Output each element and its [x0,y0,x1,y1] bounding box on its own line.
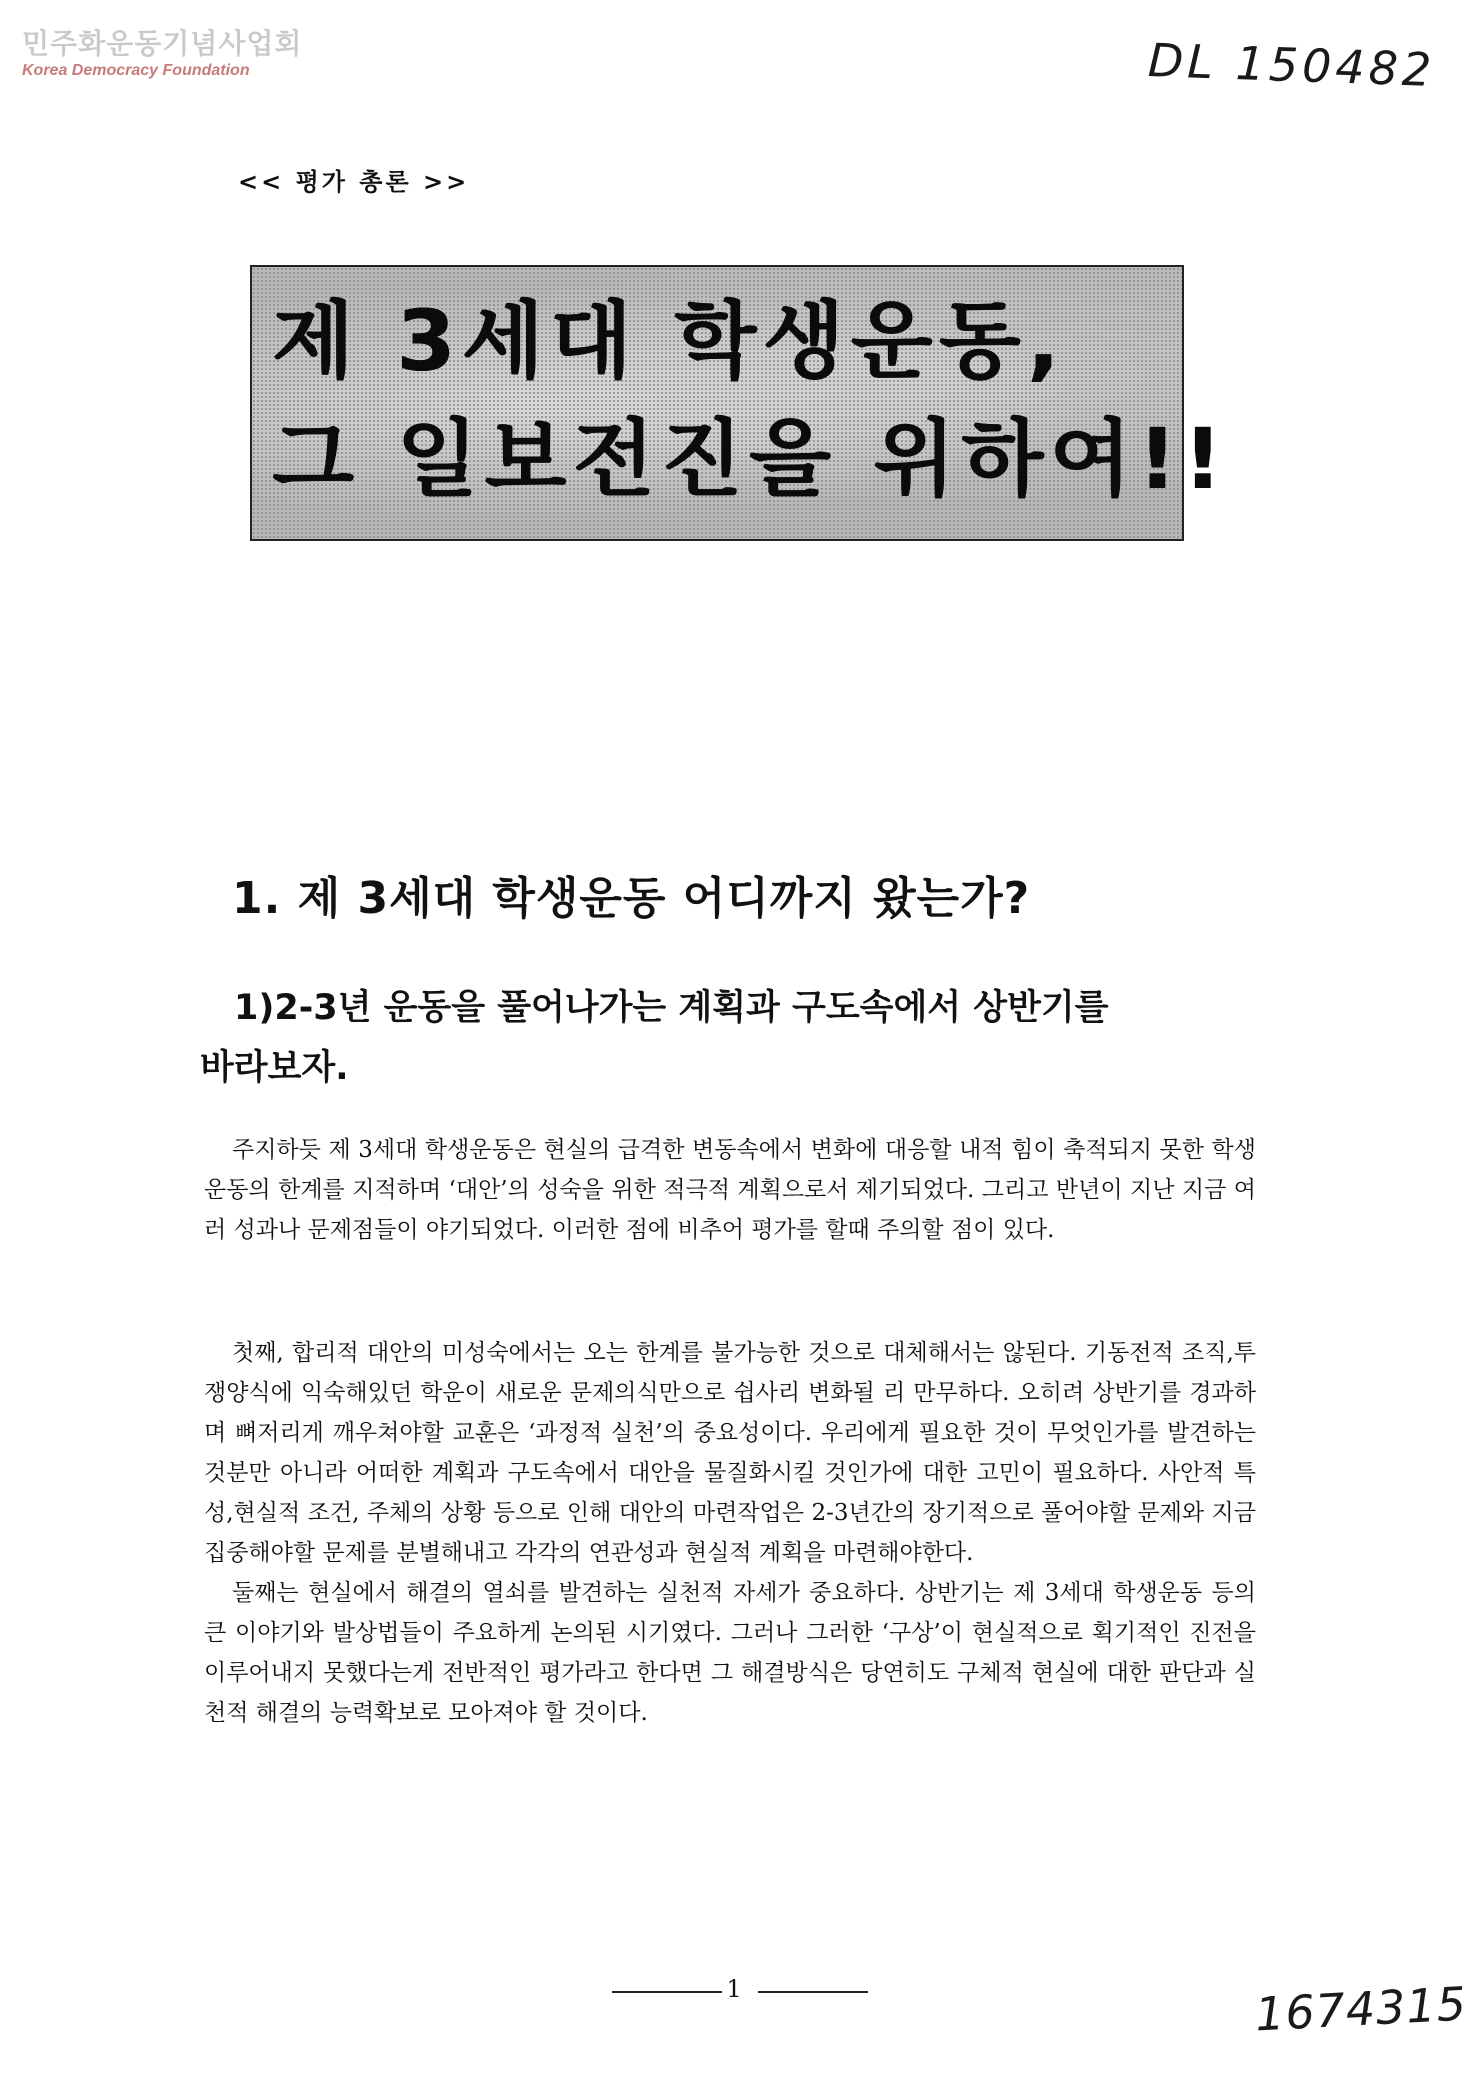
heading-2-line-1: 1)2-3년 운동을 풀어나가는 계획과 구도속에서 상반기를 [234,988,1109,1028]
handwritten-document-code: DL 150482 [1147,33,1437,97]
title-line-1: 제 3세대 학생운동, [272,292,1066,390]
body-block-1 [204,1130,1256,1250]
handwritten-archive-number: 1674315 [1253,1976,1469,2042]
heading-2-line-2: 바라보자. [200,1048,349,1088]
body-block-2 [204,1333,1256,1733]
paragraph-second-point: 둘째는 현실에서 해결의 열쇠를 발견하는 실천적 자세가 중요하다. 상반기는 제 3세대 학생운동 등의 큰 이야기와 발상법들이 주요하게 논의된 시기였다. 그러나 그러한 ‘구상’이 현실적으로 획기적인 진전을 이루어내지 못했다는게 전반적인 평가라고 한다면 그 해결방식은 당연히도 구체적 현실에 대한 판단과 실천적 해결의 능력확보로 모아져야 할 것이다. [204,1580,1256,1726]
page-number-rule-right [758,1991,868,1993]
heading-2 [200,978,1260,1098]
section-label: << 평가 총론 >> [238,168,470,196]
paragraph-intro: 주지하듯 제 3세대 학생운동은 현실의 급격한 변동속에서 변화에 대응할 내적 힘이 축적되지 못한 학생운동의 한계를 지적하며 ‘대안’의 성숙을 위한 적극적 계획으로서 제기되었다. 그리고 반년이 지난 지금 여러 성과나 문제점들이 야기되었다. 이러한 점에 비추어 평가를 할때 주의할 점이 있다. [204,1137,1256,1243]
page-number-rule-left [612,1991,722,1993]
paragraph-first-point: 첫째, 합리적 대안의 미성숙에서는 오는 한계를 불가능한 것으로 대체해서는 않된다. 기동전적 조직,투쟁양식에 익숙해있던 학운이 새로운 문제의식만으로 쉽사리 변화될 리 만무하다. 오히려 상반기를 경과하며 뼈저리게 깨우쳐야할 교훈은 ‘과정적 실천’의 중요성이다. 우리에게 필요한 것이 무엇인가를 발견하는 것분만 아니라 어떠한 계획과 구도속에서 대안을 물질화시킬 것인가에 대한 고민이 필요하다. 사안적 특성,현실적 조건, 주체의 상황 등으로 인해 대안의 마련작업은 2-3년간의 장기적으로 풀어야할 문제와 지금 집중해야할 문제를 분별해내고 각각의 연관성과 현실적 계획을 마련해야한다. [204,1340,1256,1566]
title-banner [250,265,1229,541]
heading-1: 1. 제 3세대 학생운동 어디까지 왔는가? [232,873,1031,924]
watermark-english: Korea Democracy Foundation [22,62,250,79]
watermark-korean: 민주화운동기념사업회 [22,27,303,60]
page-number: 1 [726,1975,742,2003]
title-line-2: 그 일보전진을 위하여!! [272,410,1229,508]
